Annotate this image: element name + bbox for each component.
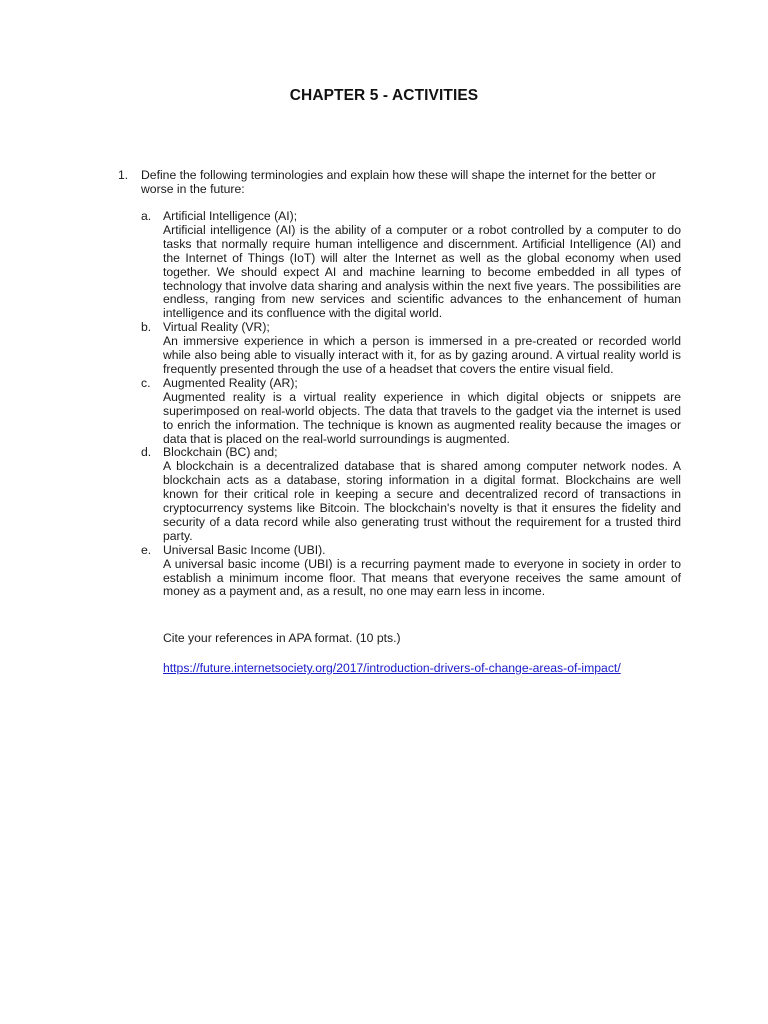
question-text: Define the following terminologies and explain how these will shape the internet for the better or worse in the future: xyxy=(141,168,656,196)
item-body: Artificial intelligence (AI) is the ability of a computer or a robot controlled by a computer to do tasks that normally require human intelligence and discernment. Artificial Intelligence (AI) and the Internet of Things (IoT) will alter the Internet as well as the global economy when used together. We should expect AI and machine learning to become embedded in all types of technology that involve data sharing and analysis within the next five years. The possibilities are endless, ranging from new services and scientific advances to the enhancement of human intelligence and its confluence with the digital world. xyxy=(163,222,681,321)
item-heading: Blockchain (BC) and; xyxy=(163,445,278,460)
definition-list xyxy=(141,210,681,599)
item-body: A universal basic income (UBI) is a recurring payment made to everyone in society in order to establish a minimum income floor. That means that everyone receives the same amount of money as a payment and, as a result, no one may earn less in income. xyxy=(163,556,681,599)
item-letter: d. xyxy=(141,445,152,460)
item-letter: a. xyxy=(141,209,152,223)
citation-note: Cite your references in APA format. (10 pts.) xyxy=(163,631,401,645)
question-number: 1. xyxy=(118,168,129,182)
page-title: CHAPTER 5 - ACTIVITIES xyxy=(289,87,479,104)
list-item-vr xyxy=(141,321,681,377)
item-letter: e. xyxy=(141,542,152,557)
list-item-ai xyxy=(141,210,681,321)
item-heading: Virtual Reality (VR); xyxy=(163,320,270,335)
item-heading: Artificial Intelligence (AI); xyxy=(163,209,298,223)
list-item-blockchain xyxy=(141,446,681,543)
list-item-ubi xyxy=(141,544,681,600)
item-body: Augmented reality is a virtual reality experience in which digital objects or snippets are superimposed on real-world objects. The data that travels to the gadget via the internet is used to enrich the information. The technique is known as augmented reality because the images or data that is placed on the real-world surroundings is augmented. xyxy=(163,389,681,446)
reference-link[interactable]: https://future.internetsociety.org/2017/introduction-drivers-of-change-areas-of-impact/ xyxy=(163,661,621,675)
item-heading: Universal Basic Income (UBI). xyxy=(163,542,326,557)
item-heading: Augmented Reality (AR); xyxy=(163,375,298,390)
item-letter: b. xyxy=(141,320,152,335)
item-letter: c. xyxy=(141,375,151,390)
list-item-ar xyxy=(141,377,681,447)
item-body: A blockchain is a decentralized database that is shared among computer network nodes. A blockchain acts as a database, storing information in a digital format. Blockchains are well known for their critical role in keeping a secure and decentralized record of transactions in cryptocurrency systems like Bitcoin. The blockchain's novelty is that it ensures the fidelity and security of a data record while also generating trust without the requirement for a trusted third party. xyxy=(163,459,681,543)
item-body: An immersive experience in which a person is immersed in a pre-created or recorded world while also being able to visually interact with it, for as by gazing around. A virtual reality world is frequently presented through the use of a headset that covers the entire visual field. xyxy=(163,334,681,376)
